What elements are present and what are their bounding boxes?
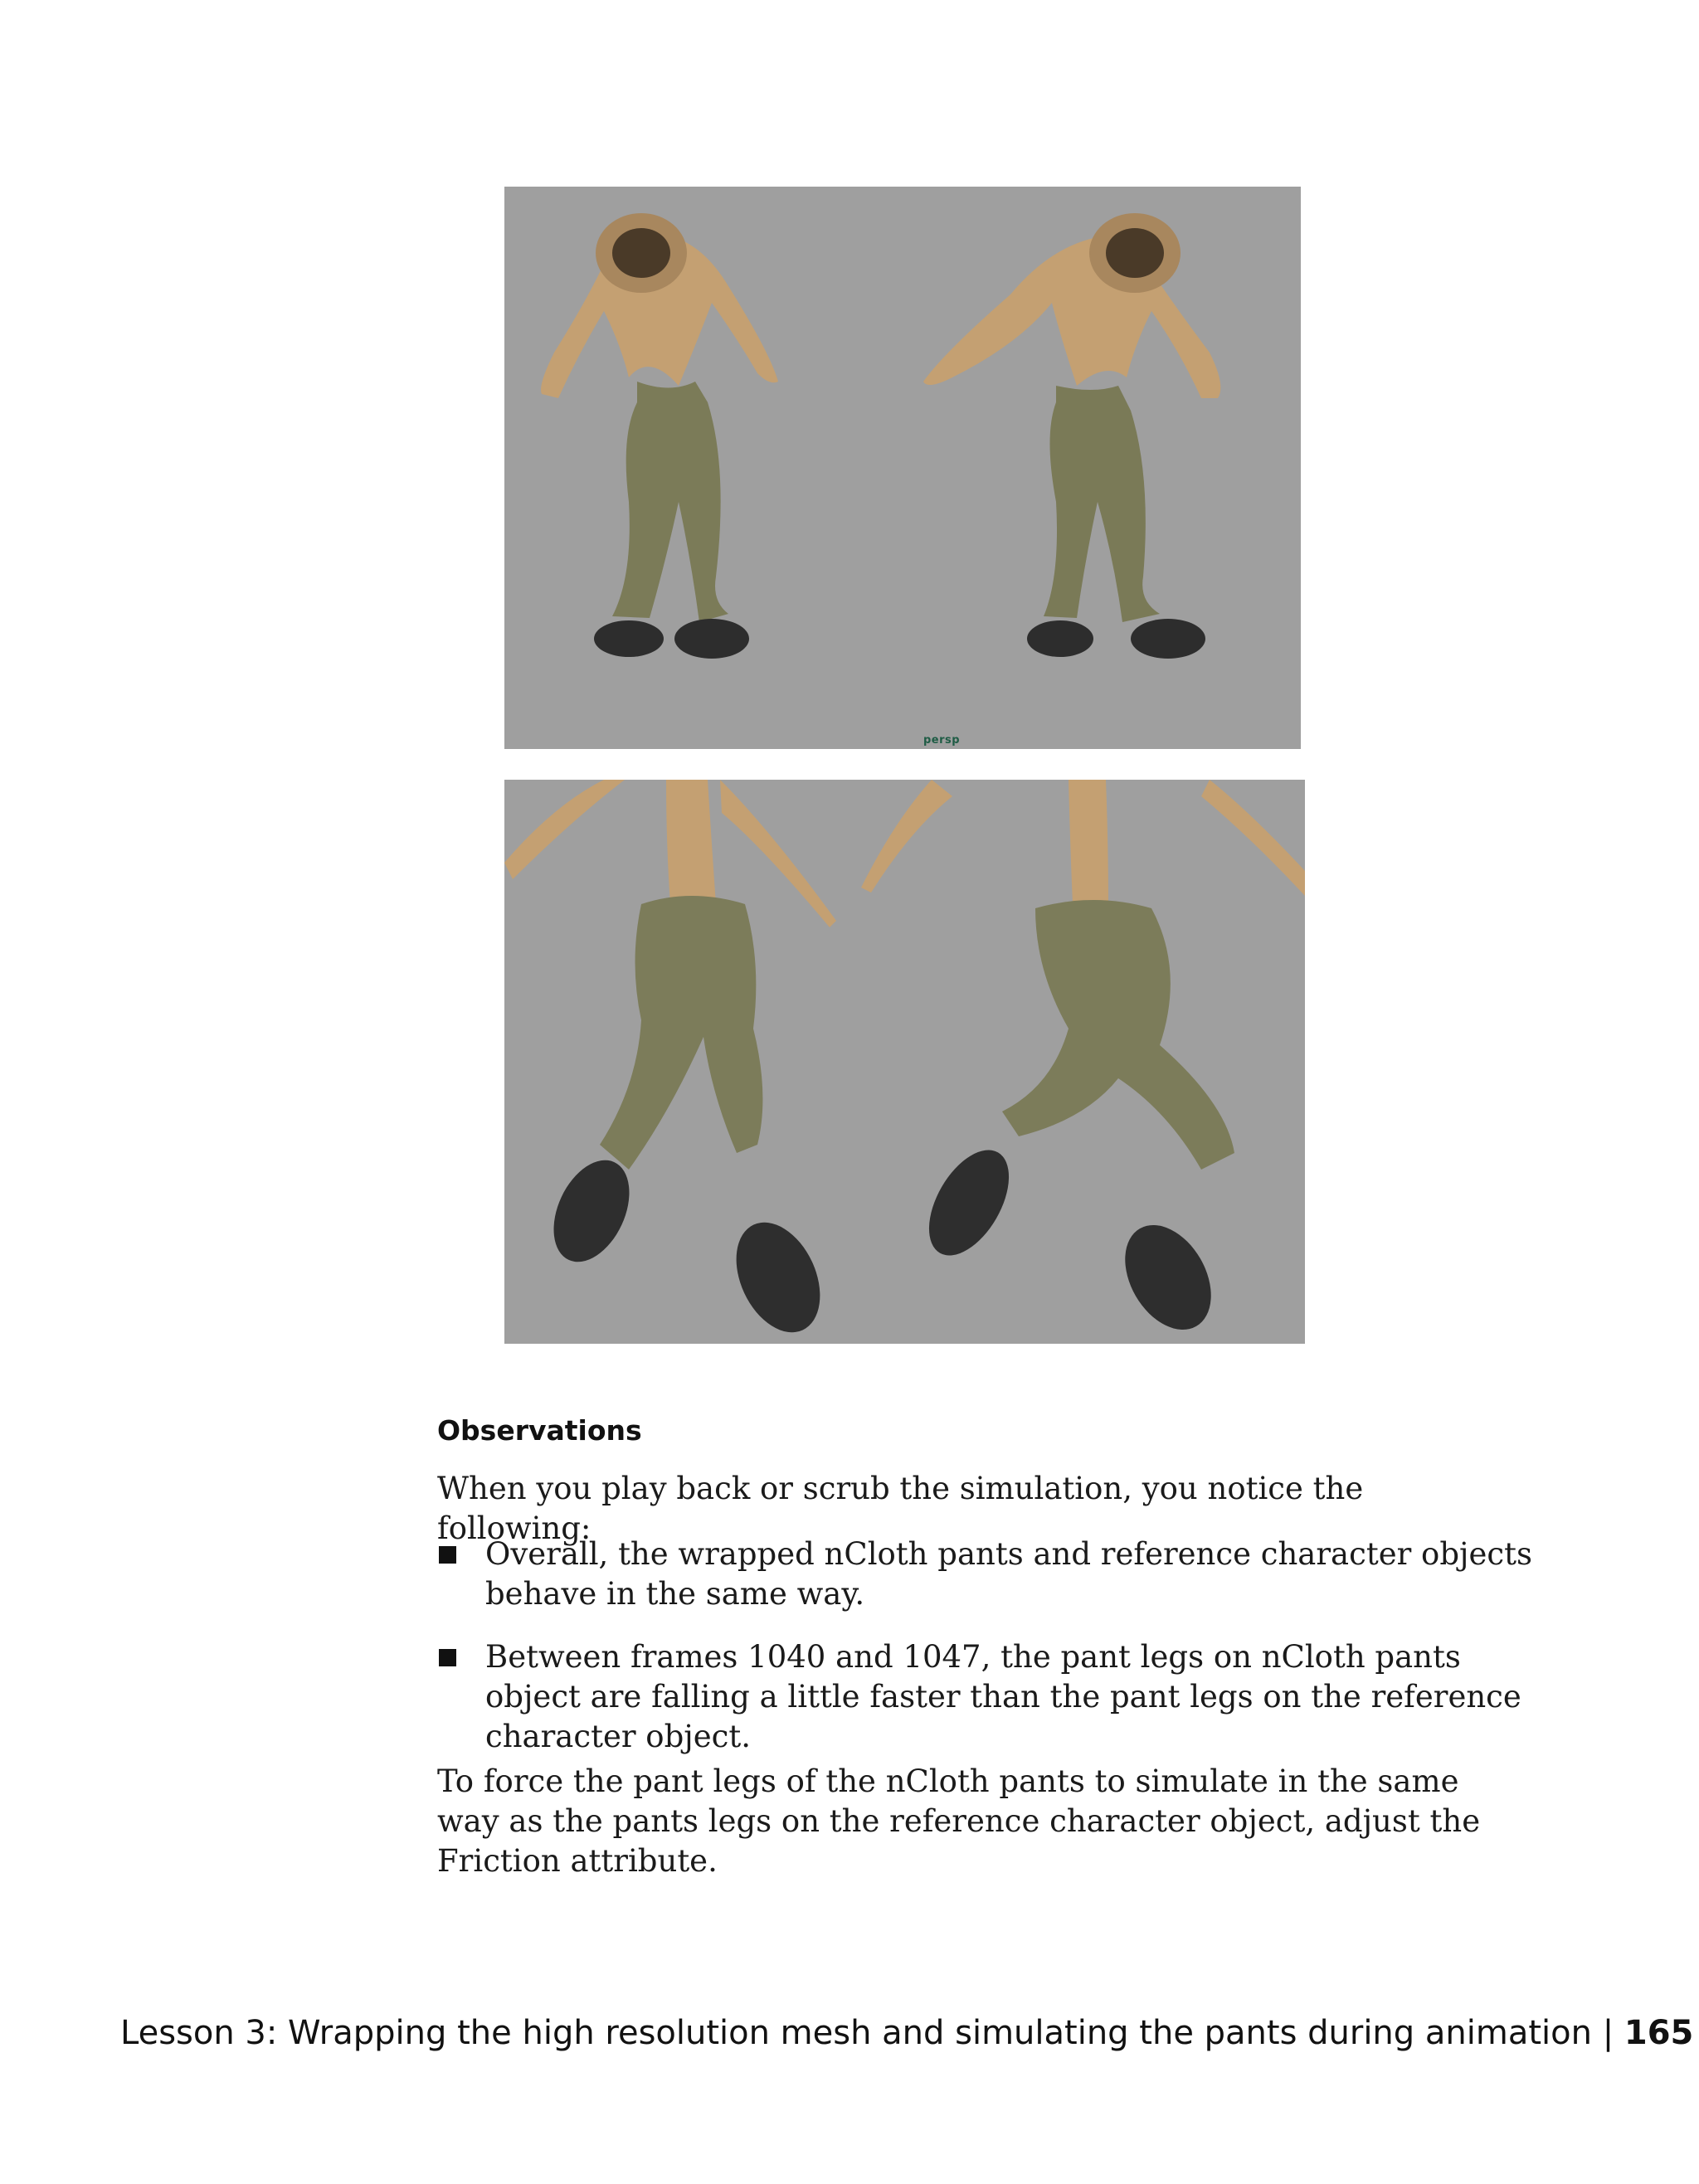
figure-bottom-viewport [504, 780, 1305, 1344]
list-item-text: Overall, the wrapped nCloth pants and reference character objects behave in the same way. [485, 1536, 1532, 1612]
viewport-label: persp [923, 734, 961, 747]
page-number: 165 [1624, 2014, 1694, 2052]
footer-separator: | [1602, 2014, 1614, 2052]
observations-heading: Observations [437, 1414, 642, 1447]
list-item [437, 1637, 1532, 1757]
character-right-top [923, 213, 1220, 659]
figure-top-viewport [504, 187, 1301, 749]
page-footer [120, 2014, 1693, 2052]
character-left-bottom [504, 780, 836, 1344]
footer-title: Lesson 3: Wrapping the high resolution mesh and simulating the pants during animation [120, 2014, 1592, 2052]
list-item-text: Between frames 1040 and 1047, the pant legs on nCloth pants object are falling a little faster than the pant legs on the reference character object. [485, 1639, 1521, 1754]
observations-list [437, 1535, 1532, 1780]
square-bullet-icon [439, 1649, 456, 1666]
square-bullet-icon [439, 1546, 456, 1564]
character-render-top [504, 187, 1301, 749]
character-left-top [541, 213, 778, 659]
character-render-bottom [504, 780, 1305, 1344]
character-right-bottom [861, 780, 1305, 1344]
observations-intro: When you play back or scrub the simulation, you notice the following: [437, 1471, 1364, 1546]
closing-paragraph: To force the pant legs of the nCloth pants to simulate in the same way as the pants legs on the reference character object, adjust the Friction attribute. [437, 1763, 1481, 1879]
list-item [437, 1535, 1532, 1614]
